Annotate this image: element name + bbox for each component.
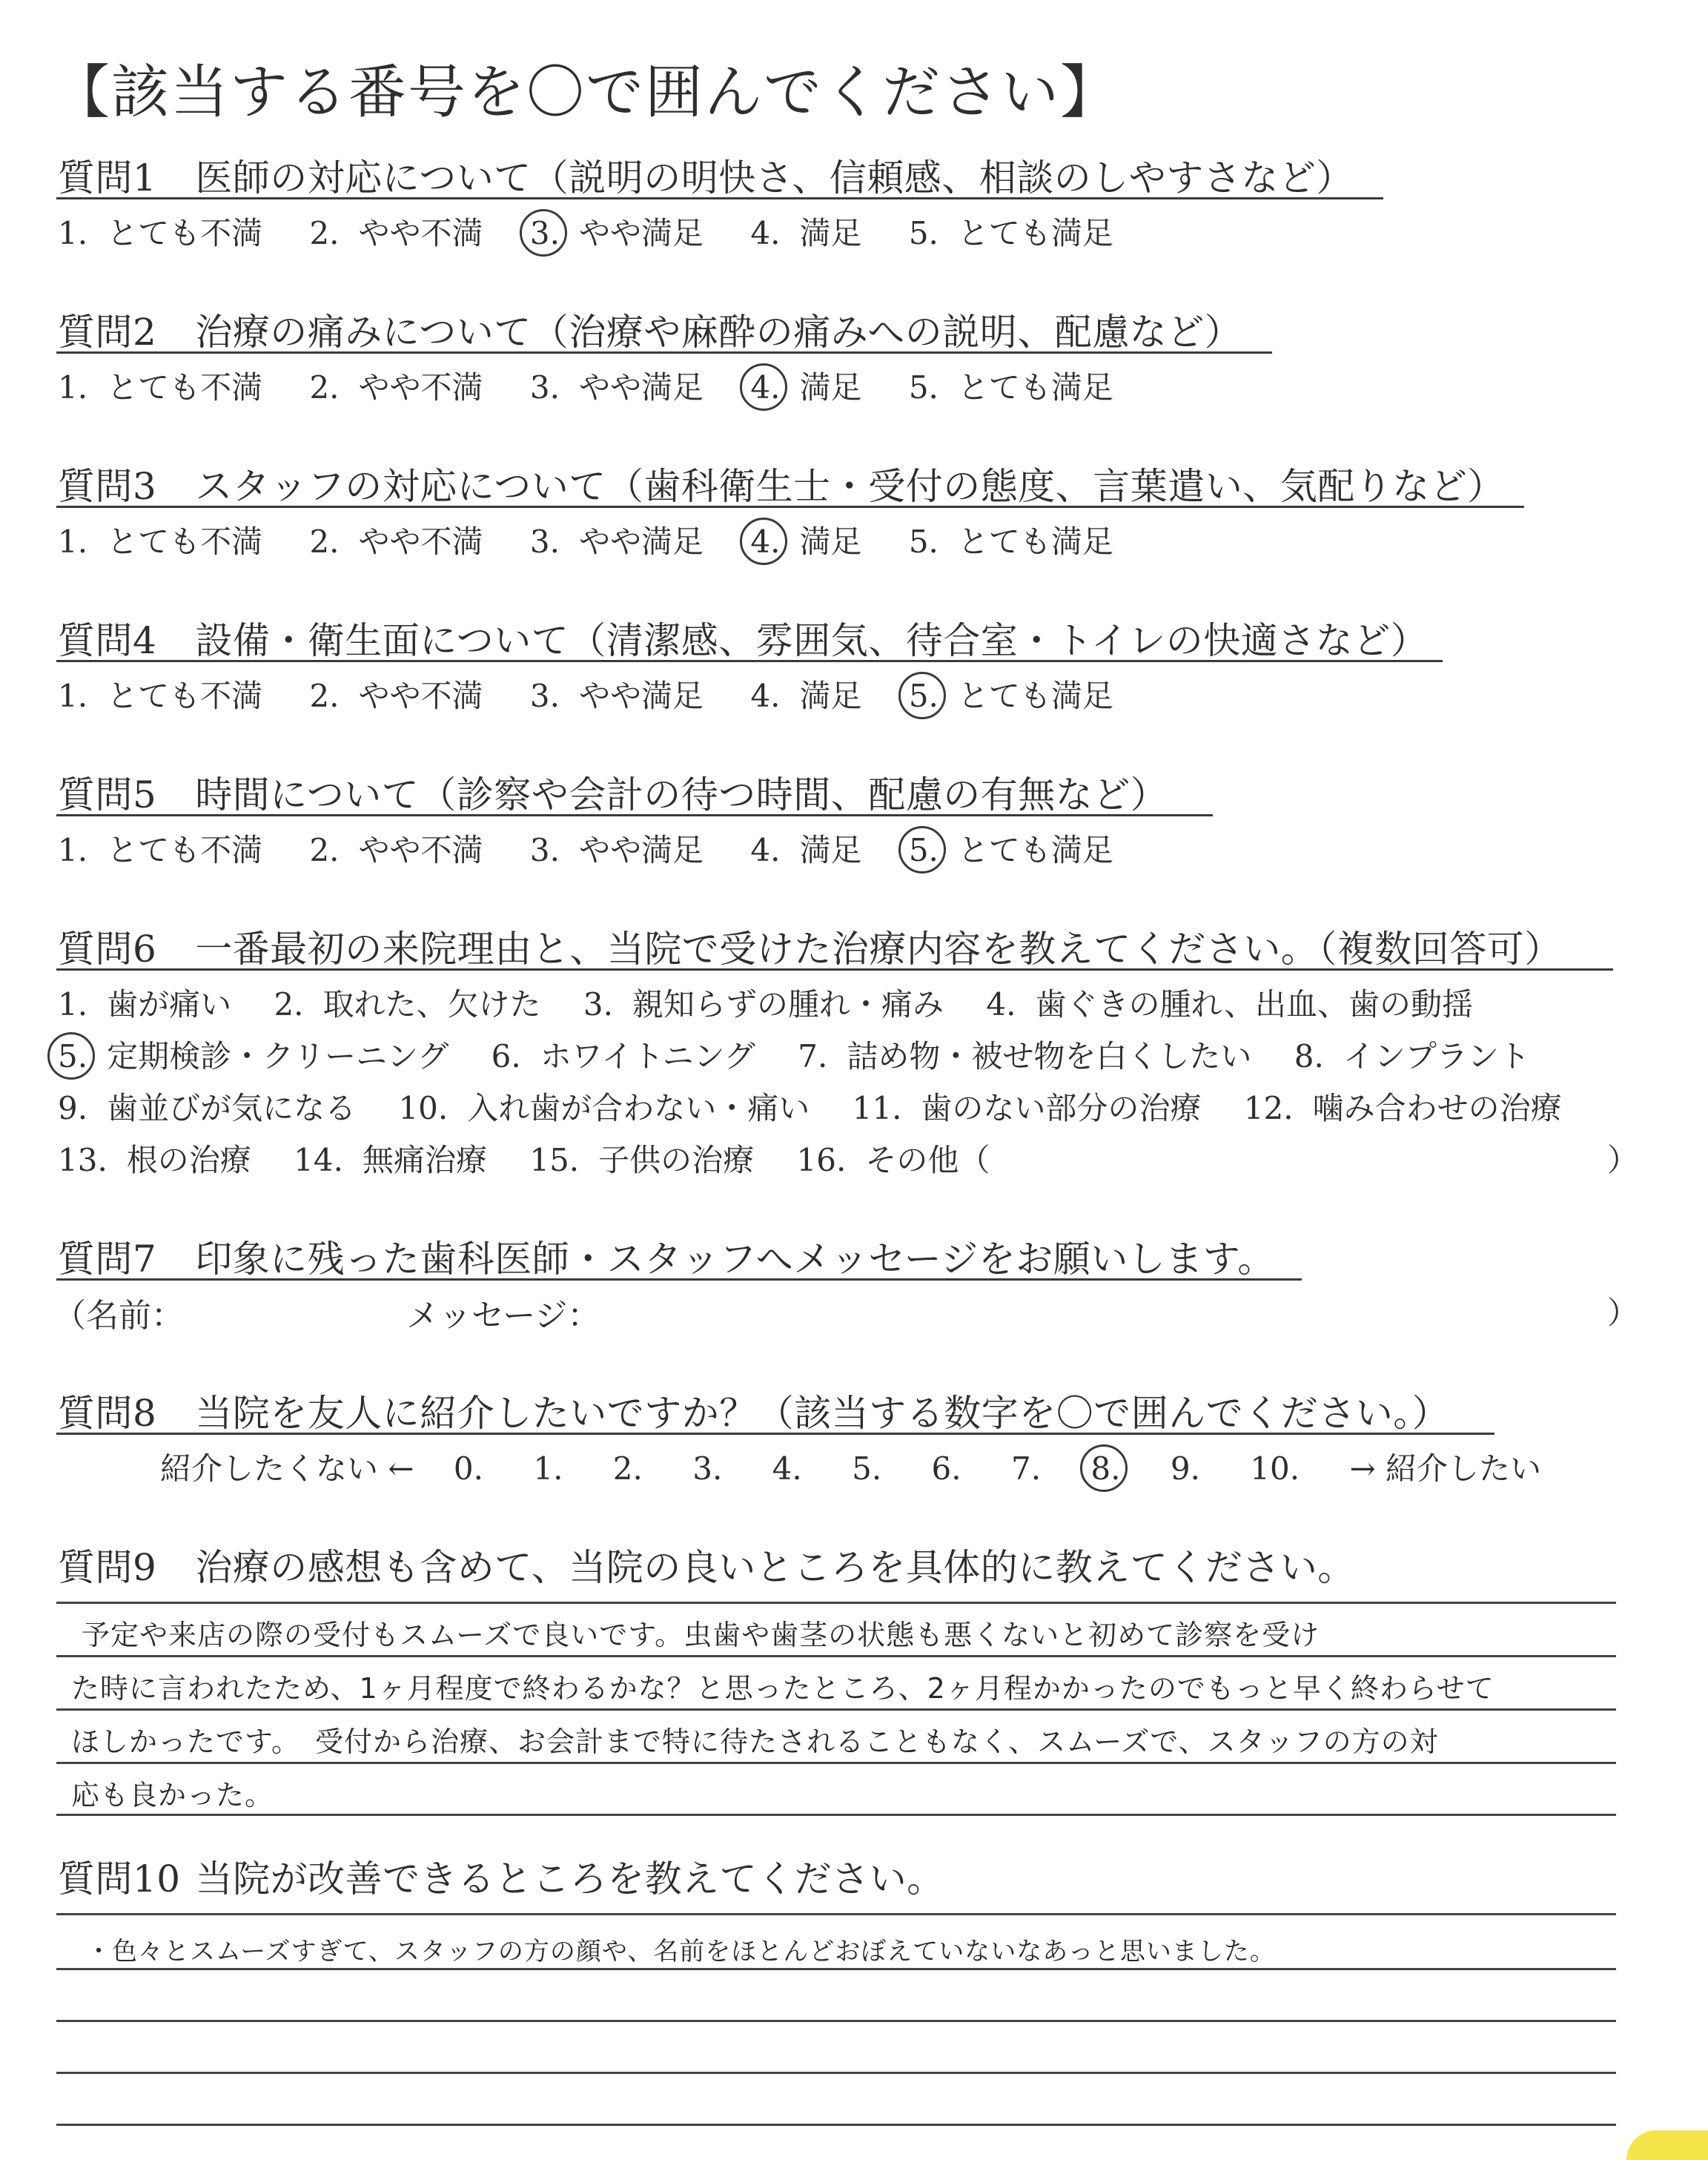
option-4[interactable]: 4. 満足 [750, 678, 862, 714]
scale-7[interactable]: 7. [1010, 1450, 1042, 1487]
scale-5[interactable]: 5. [852, 1450, 882, 1487]
option-2[interactable]: 2. やや不満 [309, 524, 483, 560]
option-1[interactable]: 1. とても不満 [58, 369, 263, 406]
question-6 [58, 919, 1562, 973]
question-3-options [58, 518, 1151, 562]
highlighter-mark [1626, 2130, 1708, 2160]
answer-rule [56, 1655, 1616, 1657]
question-number: 質問4 [58, 619, 157, 662]
handwritten-answer-line: ほしかったです。 受付から治療、お会計まで特に待たされることもなく、スムーズで、スタッフの方の対 [71, 1725, 1439, 1758]
option-1[interactable]: 1. とても不満 [58, 678, 263, 714]
question-underline [56, 1433, 1494, 1435]
option-1[interactable]: 1. とても不満 [58, 524, 263, 560]
question-text: スタッフの対応について（歯科衛生士・受付の態度、言葉遣い、気配りなど） [195, 465, 1505, 508]
question-number: 質問5 [58, 773, 157, 816]
question-1-options [58, 209, 1151, 254]
question-text: 設備・衛生面について（清潔感、雰囲気、待合室・トイレの快適さなど） [195, 619, 1429, 662]
question-underline [56, 351, 1272, 354]
option-4[interactable]: 4. 満足 [750, 215, 862, 251]
question-number: 質問3 [58, 465, 157, 508]
question-number: 質問8 [58, 1392, 157, 1435]
question-underline [56, 506, 1524, 508]
answer-rule [56, 2072, 1616, 2074]
question-text: 当院が改善できるところを教えてください。 [195, 1857, 944, 1900]
option-2[interactable]: 2. やや不満 [309, 369, 483, 406]
other-field-close-paren: ） [1607, 1142, 1639, 1178]
question-6-options-row-2 [58, 1032, 1563, 1077]
option-5-selected[interactable]: 5. 定期検診・クリーニング [58, 1038, 449, 1074]
option-4[interactable]: 4. 歯ぐきの腫れ、出血、歯の動揺 [986, 986, 1473, 1023]
question-underline [56, 1278, 1302, 1281]
form-title: 【該当する番号を〇で囲んでください】 [52, 59, 1120, 126]
question-4 [58, 611, 1428, 664]
option-15[interactable]: 15. 子供の治療 [529, 1142, 755, 1178]
scale-left-label: 紹介したくない ← [160, 1450, 414, 1487]
message-field-close-paren: ） [1607, 1295, 1639, 1331]
option-4-selected[interactable]: 4. 満足 [750, 524, 862, 560]
handwritten-answer-line: 応も良かった。 [71, 1779, 274, 1811]
question-text: 当院を友人に紹介したいですか？（該当する数字を〇で囲んでください。） [195, 1392, 1450, 1435]
option-2[interactable]: 2. やや不満 [309, 832, 483, 868]
question-10 [58, 1849, 944, 1903]
answer-rule [56, 2020, 1616, 2022]
question-text: 治療の痛みについて（治療や麻酔の痛みへの説明、配慮など） [195, 311, 1242, 354]
answer-rule [56, 1708, 1616, 1711]
answer-rule [56, 1762, 1616, 1764]
scale-6[interactable]: 6. [931, 1450, 961, 1487]
option-5[interactable]: 5. とても満足 [908, 215, 1113, 251]
question-text: 時間について（診察や会計の待つ時間、配慮の有無など） [195, 773, 1168, 816]
question-5-options [58, 826, 1151, 871]
answer-rule [56, 1968, 1616, 1970]
option-3[interactable]: 3. 親知らずの腫れ・痛み [583, 986, 944, 1023]
scale-10[interactable]: 10. [1250, 1450, 1300, 1487]
option-3[interactable]: 3. やや満足 [529, 369, 704, 406]
question-number: 質問9 [58, 1546, 157, 1589]
question-8 [58, 1384, 1449, 1437]
option-9[interactable]: 9. 歯並びが気になる [58, 1090, 357, 1126]
option-5[interactable]: 5. とても満足 [908, 524, 1113, 560]
question-text: 印象に残った歯科医師・スタッフへメッセージをお願いします。 [195, 1238, 1275, 1281]
option-1[interactable]: 1. とても不満 [58, 215, 263, 251]
option-3[interactable]: 3. やや満足 [529, 678, 704, 714]
option-2[interactable]: 2. やや不満 [309, 678, 483, 714]
question-underline [56, 197, 1383, 199]
option-3-selected[interactable]: 3. やや満足 [529, 215, 704, 251]
message-field-label: メッセージ： [406, 1297, 600, 1335]
question-2-options [58, 363, 1151, 408]
message-field-row [53, 1289, 600, 1336]
option-12[interactable]: 12. 噛み合わせの治療 [1243, 1090, 1562, 1126]
scale-3[interactable]: 3. [692, 1450, 723, 1487]
option-13[interactable]: 13. 根の治療 [58, 1142, 251, 1178]
question-text: 治療の感想も含めて、当院の良いところを具体的に教えてください。 [195, 1546, 1355, 1589]
question-underline [56, 660, 1443, 662]
scale-0[interactable]: 0. [453, 1450, 483, 1487]
option-4-selected[interactable]: 4. 満足 [750, 369, 862, 406]
question-number: 質問6 [58, 928, 157, 971]
scale-1[interactable]: 1. [533, 1450, 563, 1487]
handwritten-answer-line: た時に言われたため、1ヶ月程度で終わるかな？と思ったところ、2ヶ月程かかったのでもっと早く終わらせて [71, 1672, 1494, 1705]
question-6-options-row-4 [58, 1136, 1022, 1180]
scale-8-selected[interactable]: 8. [1090, 1450, 1121, 1487]
question-text: 一番最初の来院理由と、当院で受けた治療内容を教えてください。（複数回答可） [195, 928, 1562, 971]
question-9 [58, 1538, 1355, 1591]
answer-rule [56, 1814, 1616, 1816]
scale-9[interactable]: 9. [1170, 1450, 1200, 1487]
option-1[interactable]: 1. 歯が痛い [58, 986, 232, 1023]
question-number: 質問7 [58, 1238, 157, 1281]
option-5-selected[interactable]: 5. とても満足 [908, 832, 1113, 868]
answer-rule [56, 2124, 1616, 2126]
question-6-options-row-3 [58, 1084, 1595, 1129]
question-number: 質問1 [58, 156, 157, 199]
handwritten-answer-line: ・色々とスムーズすぎて、スタッフの方の顔や、名前をほとんどおぼえていないなあっと思いました。 [86, 1937, 1276, 1966]
option-2[interactable]: 2. 取れた、欠けた [274, 986, 541, 1023]
question-3 [58, 457, 1505, 510]
option-16-other[interactable]: 16. その他（ [796, 1142, 990, 1178]
question-5 [58, 765, 1168, 819]
answer-rule [56, 1602, 1616, 1604]
option-11[interactable]: 11. 歯のない部分の治療 [852, 1090, 1202, 1126]
question-4-options [58, 672, 1151, 716]
scale-right-label: → 紹介したい [1349, 1450, 1541, 1487]
option-4[interactable]: 4. 満足 [750, 832, 862, 868]
option-2[interactable]: 2. やや不満 [309, 215, 483, 251]
option-3[interactable]: 3. やや満足 [529, 832, 704, 868]
answer-rule [56, 1913, 1616, 1915]
question-number: 質問2 [58, 311, 157, 354]
option-8[interactable]: 8. インプラント [1294, 1038, 1530, 1074]
handwritten-answer-line: 予定や来店の際の受付もスムーズで良いです。虫歯や歯茎の状態も悪くないと初めて診察を受け [82, 1619, 1320, 1651]
question-7 [58, 1229, 1275, 1283]
question-underline [56, 968, 1613, 971]
question-underline [56, 814, 1213, 816]
question-1 [58, 148, 1354, 202]
recommend-scale [160, 1444, 1581, 1489]
question-number: 質問10 [58, 1857, 181, 1900]
option-5[interactable]: 5. とても満足 [908, 369, 1113, 406]
option-7[interactable]: 7. 詰め物・被せ物を白くしたい [798, 1038, 1252, 1074]
option-6[interactable]: 6. ホワイトニング [491, 1038, 755, 1074]
question-6-options-row-1 [58, 980, 1506, 1025]
scale-4[interactable]: 4. [772, 1450, 802, 1487]
question-2 [58, 303, 1242, 356]
question-text: 医師の対応について（説明の明快さ、信頼感、相談のしやすさなど） [195, 156, 1354, 199]
scale-2[interactable]: 2. [612, 1450, 643, 1487]
option-10[interactable]: 10. 入れ歯が合わない・痛い [398, 1090, 810, 1126]
name-field-label: （名前： [53, 1297, 184, 1335]
option-1[interactable]: 1. とても不満 [58, 832, 263, 868]
option-14[interactable]: 14. 無痛治療 [294, 1142, 487, 1178]
option-5-selected[interactable]: 5. とても満足 [908, 678, 1113, 714]
option-3[interactable]: 3. やや満足 [529, 524, 704, 560]
